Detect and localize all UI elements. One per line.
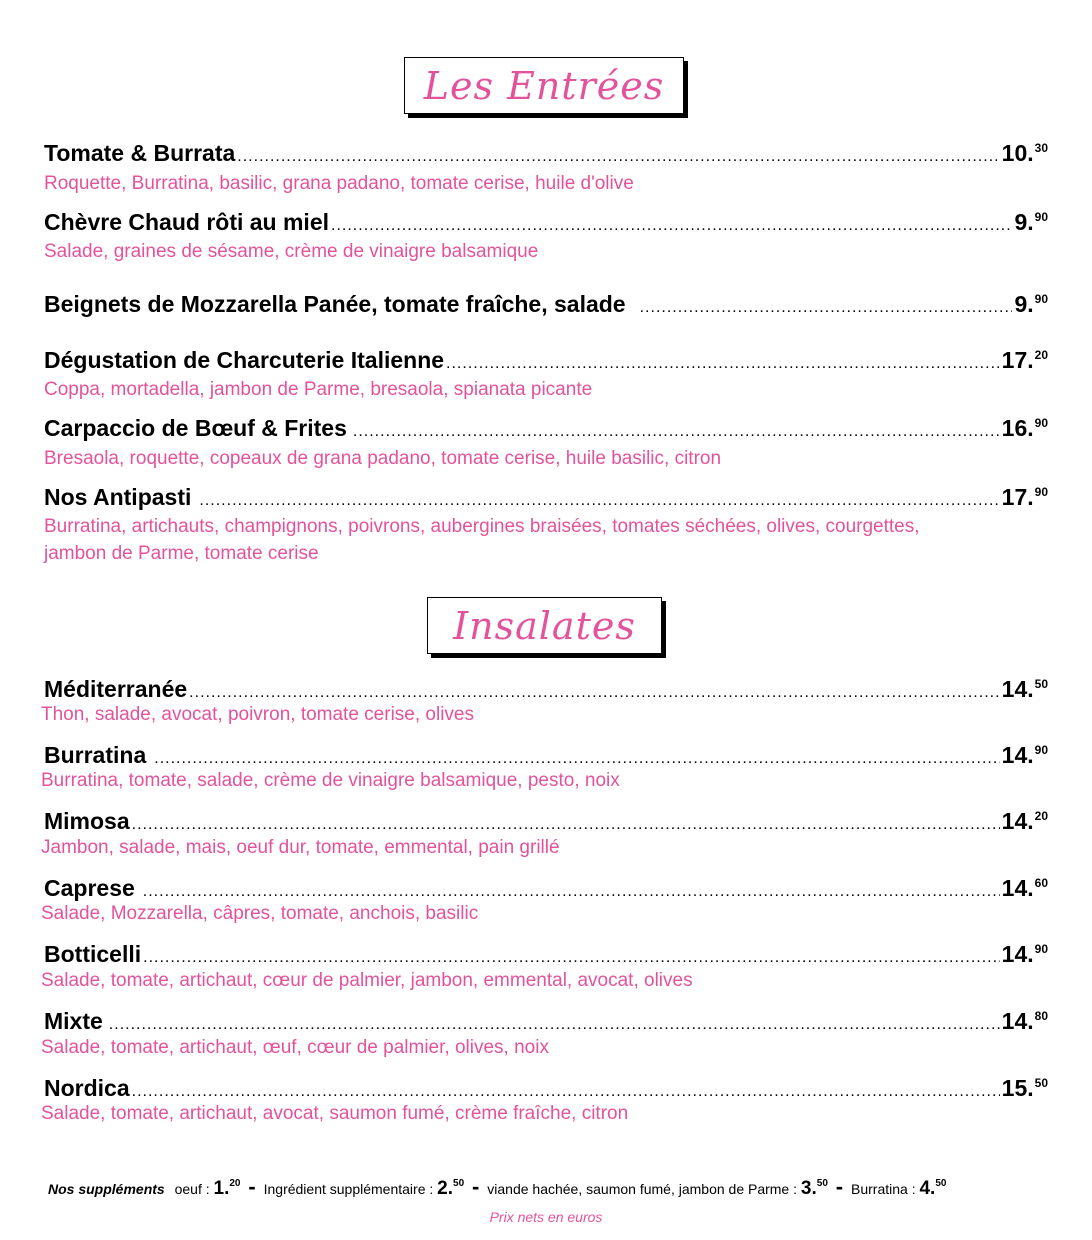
supplement-egg-label: oeuf : [174, 1181, 210, 1197]
item-name: Beignets de Mozzarella Panée, tomate fraîche, salade [44, 291, 626, 317]
leader-dots [237, 143, 999, 171]
supplement-meat-label: viande hachée, saumon fumé, jambon de Parme : [487, 1181, 798, 1197]
item-price: 17.90 [1001, 484, 1048, 510]
item-name: Carpaccio de Bœuf & Frites [44, 415, 347, 441]
item-description: Salade, Mozzarella, câpres, tomate, anchois, basilic [41, 903, 479, 924]
leader-dots [199, 487, 999, 515]
item-name: Caprese [44, 875, 135, 901]
item-description: Roquette, Burratina, basilic, grana padano, tomate cerise, huile d'olive [44, 173, 634, 194]
item-price: 9.90 [1014, 209, 1048, 235]
supplements-label: Nos suppléments [48, 1181, 165, 1197]
menu-item [44, 409, 1048, 446]
item-price: 14.90 [1001, 742, 1048, 768]
leader-dots [640, 294, 1013, 322]
supplement-ingredient-price: 2.50 [437, 1178, 465, 1199]
item-name: Botticelli [44, 941, 142, 967]
item-description: Salade, graines de sésame, crème de vinaigre balsamique [44, 241, 539, 262]
menu-item [44, 134, 1048, 171]
price-footnote: Prix nets en euros [489, 1209, 603, 1225]
item-price: 14.80 [1001, 1008, 1048, 1034]
leader-dots [446, 350, 1000, 378]
item-name: Burratina [44, 742, 147, 768]
separator-dash: - [248, 1174, 256, 1199]
section-title-box-insalates [427, 597, 662, 654]
item-price: 15.50 [1001, 1075, 1048, 1101]
menu-item [44, 203, 1048, 240]
item-description: Coppa, mortadella, jambon de Parme, bresaola, spianata picante [44, 379, 593, 400]
item-name: Nordica [44, 1075, 130, 1101]
item-name: Nos Antipasti [44, 484, 192, 510]
item-description: Bresaola, roquette, copeaux de grana padano, tomate cerise, huile basilic, citron [44, 448, 722, 469]
item-price: 9.90 [1014, 291, 1048, 317]
item-description: Jambon, salade, mais, oeuf dur, tomate, emmental, pain grillé [41, 837, 560, 858]
section-title-box-entrees [404, 57, 684, 114]
item-price: 14.20 [1001, 808, 1048, 834]
item-name: Tomate & Burrata [44, 140, 236, 166]
item-price: 14.60 [1001, 875, 1048, 901]
supplement-meat-price: 3.50 [800, 1178, 828, 1199]
item-price: 10.30 [1001, 140, 1048, 166]
item-description: Thon, salade, avocat, poivron, tomate cerise, olives [41, 704, 475, 725]
supplement-burratina-price: 4.50 [919, 1178, 947, 1199]
section-title-entrees: Les Entrées [423, 63, 665, 108]
item-name: Mixte [44, 1008, 103, 1034]
supplements-line [48, 1174, 1048, 1200]
item-price: 17.20 [1001, 347, 1048, 373]
item-name: Mimosa [44, 808, 130, 834]
menu-item [44, 341, 1048, 378]
item-name: Méditerranée [44, 676, 188, 702]
menu-item [44, 478, 1048, 515]
supplement-egg-price: 1.20 [213, 1178, 241, 1199]
item-description: Salade, tomate, artichaut, cœur de palmier, jambon, emmental, avocat, olives [41, 970, 693, 991]
item-name: Dégustation de Charcuterie Italienne [44, 347, 445, 373]
item-price: 14.90 [1001, 941, 1048, 967]
leader-dots [353, 418, 1000, 446]
item-description: Burratina, tomate, salade, crème de vinaigre balsamique, pesto, noix [41, 770, 620, 791]
item-price: 16.90 [1001, 415, 1048, 441]
leader-dots [331, 212, 1012, 240]
item-price: 14.50 [1001, 676, 1048, 702]
item-description-continued: jambon de Parme, tomate cerise [44, 543, 319, 564]
section-title-insalates: Insalates [453, 603, 636, 648]
item-description: Salade, tomate, artichaut, œuf, cœur de palmier, olives, noix [41, 1037, 549, 1058]
item-name: Chèvre Chaud rôti au miel [44, 209, 330, 235]
supplement-burratina-label: Burratina : [851, 1181, 916, 1197]
menu-item [44, 285, 1048, 322]
separator-dash: - [472, 1174, 480, 1199]
supplement-ingredient-label: Ingrédient supplémentaire : [263, 1181, 434, 1197]
separator-dash: - [835, 1174, 844, 1199]
item-description: Burratina, artichauts, champignons, poivrons, aubergines braisées, tomates séchées, olives, courgettes, [44, 516, 920, 537]
item-description: Salade, tomate, artichaut, avocat, saumon fumé, crème fraîche, citron [41, 1103, 629, 1124]
